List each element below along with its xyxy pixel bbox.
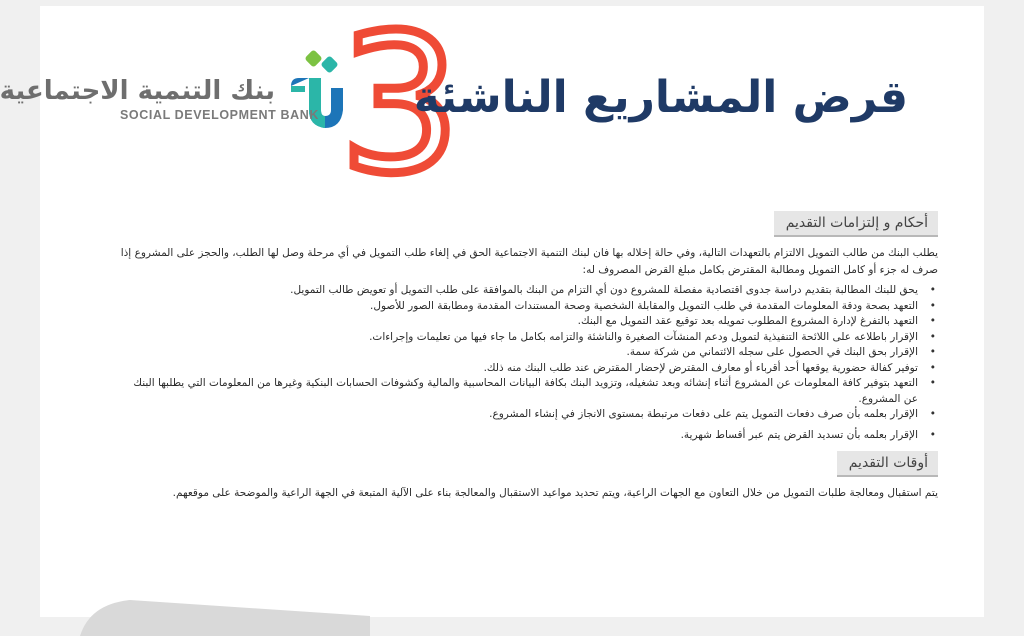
header: [0, 0, 984, 215]
list-item: • توفير كفالة حضورية يوقعها أحد أقرباء أو معارف المقترض لإحضار المقترض عند طلب البنك منه ذلك.: [118, 361, 922, 377]
list-item: • الإقرار بعلمه بأن تسديد القرض يتم عبر أقساط شهرية.: [118, 428, 922, 444]
list-item: • الإقرار باطلاعه على اللائحة التنفيذية لتمويل ودعم المنشآت الصغيرة والناشئة والتزامه بكامل ما جاء فيها من تعليمات وإجراءات.: [118, 330, 922, 346]
list-item: • يحق للبنك المطالبة بتقديم دراسة جدوى اقتصادية مفصلة للمشروع دون أي التزام من البنك بالموافقة على طلب التمويل أو تعويض طالب التمويل.: [118, 283, 922, 299]
page-title: قرض المشاريع الناشئة: [413, 72, 908, 123]
list-item: • التعهد بتوفير كافة المعلومات عن المشروع أثناء إنشائه وبعد تشغيله، وتزويد البنك بكافة البيانات المحاسبية والمالية وكشوفات الحسابات البنكية وغيرها من المعلومات التي يطلبها البنك عن المشروع.: [118, 376, 922, 407]
content: [118, 211, 938, 506]
section-heading-times: أوقات التقديم: [837, 451, 938, 477]
bank-name-english: SOCIAL DEVELOPMENT BANK: [120, 108, 319, 122]
bank-name-arabic: بنك التنمية الاجتماعية: [0, 76, 275, 106]
decorative-corner-shape: [70, 596, 370, 636]
terms-intro: يطلب البنك من طالب التمويل الالتزام بالتعهدات التالية، وفي حالة إخلاله بها فان لبنك التنمية الاجتماعية الحق في إلغاء طلب التمويل في أي مرحلة وصل لها الطلب، والحجز على المشروع إذا صرف له جزء أو كامل التمويل ومطالبة المقترض بكامل مبلغ القرض المصروف له:: [120, 247, 938, 276]
section-terms: [118, 211, 938, 443]
list-item: • التعهد بالتفرغ لإدارة المشروع المطلوب تمويله بعد توقيع عقد التمويل مع البنك.: [118, 314, 922, 330]
application-times-text: يتم استقبال ومعالجة طلبات التمويل من خلال التعاون مع الجهات الراعية، ويتم تحديد مواعيد الاستقبال والمعالجة بناء على الآلية المتبعة في الجهة الراعية والموضحة على موقعهم.: [172, 487, 938, 499]
section-heading-terms: أحكام و إلتزامات التقديم: [774, 211, 938, 237]
section-application-times: [118, 451, 938, 502]
bank-logo: [0, 48, 350, 140]
list-item: • الإقرار بعلمه بأن صرف دفعات التمويل يتم على دفعات مرتبطة بمستوى الانجاز في إنشاء المشروع.: [118, 407, 922, 423]
terms-list: [118, 283, 938, 443]
list-item: • التعهد بصحة ودقة المعلومات المقدمة في طلب التمويل والمقابلة الشخصية وصحة المستندات المقدمة ومطابقة الصور للأصول.: [118, 299, 922, 315]
list-item: • الإقرار بحق البنك في الحصول على سجله الائتماني من شركة سمة.: [118, 345, 922, 361]
big-number-text: 3: [339, 0, 461, 215]
